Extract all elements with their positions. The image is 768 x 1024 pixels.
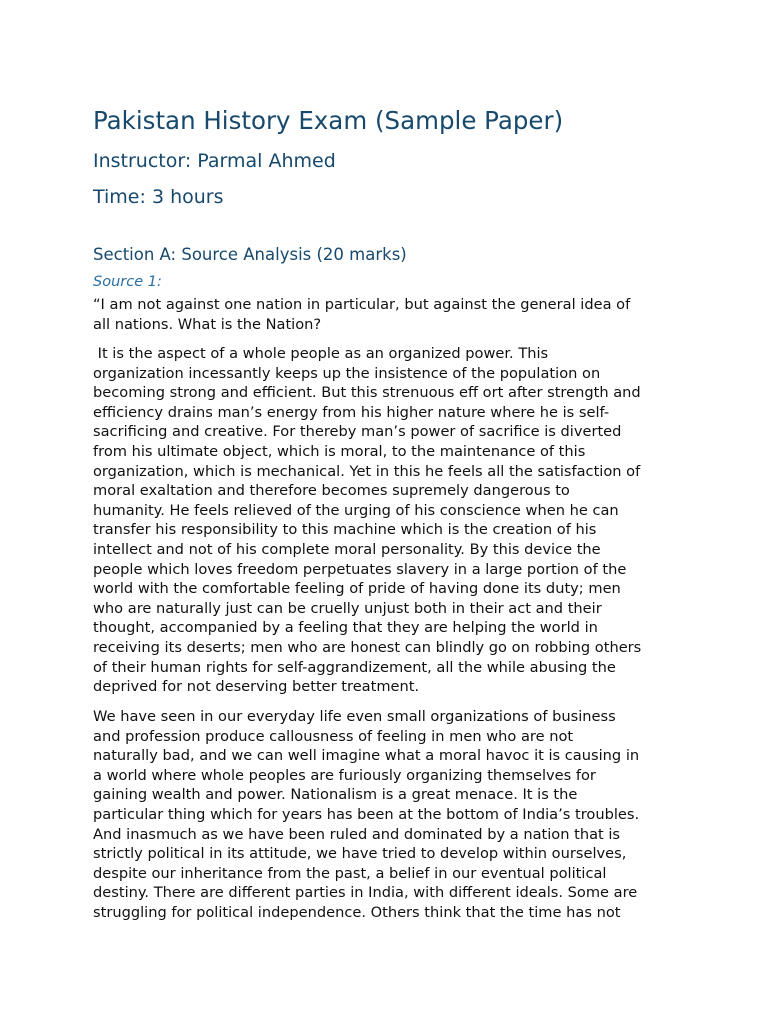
text-line: who are naturally just can be cruelly unjust both in their act and their	[93, 599, 602, 617]
source-paragraph-1	[93, 295, 683, 334]
text-line: and profession produce callousness of feeling in men who are not	[93, 727, 574, 745]
text-line: gaining wealth and power. Nationalism is a great menace. It is the	[93, 786, 578, 804]
text-line: We have seen in our everyday life even small organizations of business	[93, 708, 616, 725]
text-line: strictly political in its attitude, we have tried to develop within ourselves,	[93, 845, 627, 863]
text-line: deprived for not deserving better treatment.	[93, 678, 420, 696]
text-line: moral exaltation and therefore becomes supremely dangerous to	[93, 482, 570, 500]
text-line: world with the comfortable feeling of pride of having done its duty; men	[93, 580, 621, 598]
text-line: people which loves freedom perpetuates slavery in a large portion of the	[93, 560, 627, 578]
text-line: a world where whole peoples are furiously organizing themselves for	[93, 766, 596, 784]
text-line: “I am not against one nation in particular, but against the general idea of	[93, 296, 631, 313]
text-line: And inasmuch as we have been ruled and dominated by a nation that is	[93, 825, 621, 843]
text-line: struggling for political independence. Others think that the time has not	[93, 903, 621, 921]
text-line: particular thing which for years has been at the bottom of India’s troubles.	[93, 805, 640, 823]
text-line: thought, accompanied by a feeling that they are helping the world in	[93, 619, 598, 637]
section-heading: Section A: Source Analysis (20 marks)	[93, 245, 407, 264]
text-line: all nations. What is the Nation?	[93, 315, 322, 333]
time-line: Time: 3 hours	[93, 186, 224, 208]
text-line: intellect and not of his complete moral personality. By this device the	[93, 540, 601, 558]
source-paragraph-2	[93, 344, 683, 697]
source-label: Source 1:	[93, 274, 162, 290]
source-paragraph-3	[93, 707, 683, 923]
text-line: organization incessantly keeps up the insistence of the population on	[93, 364, 601, 382]
text-line: becoming strong and efficient. But this strenuous eff ort after strength and	[93, 384, 641, 402]
text-line: receiving its deserts; men who are honest can blindly go on robbing others	[93, 638, 642, 656]
instructor-line: Instructor: Parmal Ahmed	[93, 150, 336, 172]
text-line: It is the aspect of a whole people as an organized power. This	[93, 345, 549, 362]
text-line: humanity. He feels relieved of the urging of his conscience when he can	[93, 501, 619, 519]
text-line: sacrificing and creative. For thereby man’s power of sacrifice is diverted	[93, 423, 622, 441]
text-line: from his ultimate object, which is moral, to the maintenance of this	[93, 442, 586, 460]
text-line: of their human rights for self-aggrandizement, all the while abusing the	[93, 658, 616, 676]
text-line: organization, which is mechanical. Yet in this he feels all the satisfaction of	[93, 462, 641, 480]
text-line: transfer his responsibility to this machine which is the creation of his	[93, 521, 597, 539]
text-line: efficiency drains man’s energy from his higher nature where he is self-	[93, 403, 610, 421]
text-line: naturally bad, and we can well imagine what a moral havoc it is causing in	[93, 747, 640, 765]
text-line: despite our inheritance from the past, a belief in our eventual political	[93, 864, 607, 882]
page-title: Pakistan History Exam (Sample Paper)	[93, 106, 564, 135]
text-line: destiny. There are different parties in India, with different ideals. Some are	[93, 884, 638, 902]
